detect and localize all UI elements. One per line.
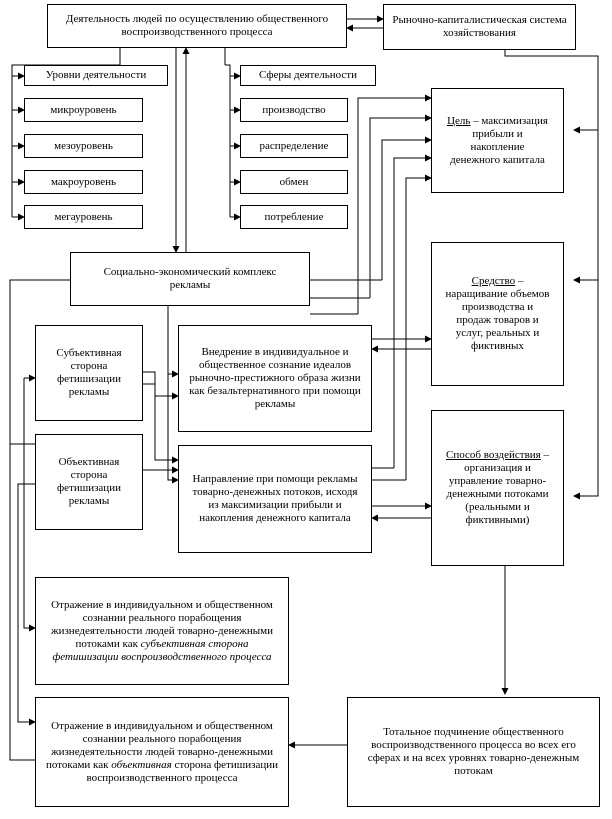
goal-box [431,88,564,193]
total-subordination-box: Тотальное подчинение общественного воспроизводственного процесса во всех его сферах и на всех уровнях товарно-денежным потокам [347,697,600,807]
means-box [431,242,564,386]
reflection-objective-tail: сторона фетишизации воспроизводственного процесса [86,758,278,784]
introduction-box: Внедрение в индивидуальное и общественное сознание идеалов рыночно-престижного образа жизни как безальтернативного при помощи рекламы [178,325,372,432]
goal-text: – максимизация прибыли и накопление денежного капитала [450,114,548,166]
reflection-objective-italic: объективная [111,758,172,771]
goal-term: Цель [447,114,471,127]
means-text: – наращивание объемов производства и продаж товаров и услуг, реальных и фиктивных [445,275,550,352]
method-text: – организация и управление товарно-денежными потоками (реальными и фиктивными) [446,449,549,526]
reflection-subjective-text: Отражение в индивидуальном и общественном сознании реального порабощения жизнедеятельности людей товарно-денежными потоками как [50,598,274,650]
levels-title: Уровни деятельности [24,65,168,86]
level-mega: мегауровень [24,205,143,229]
means-term: Средство [471,275,516,287]
level-meso: мезоуровень [24,134,143,158]
sphere-exchange: обмен [240,170,348,194]
method-box [431,410,564,566]
reflection-subjective-box [35,577,289,685]
method-term: Способ воздействия [446,449,541,461]
sphere-consumption: потребление [240,205,348,229]
sphere-distribution: распределение [240,134,348,158]
market-system-box: Рыночно-капиталистическая система хозяйствования [383,4,576,50]
level-macro: макроуровень [24,170,143,194]
reflection-subjective-italic: субъективная сторона фетишизации воспроизводственного процесса [52,637,272,663]
level-micro: микроуровень [24,98,143,122]
reflection-objective-box [35,697,289,807]
objective-fetishization-box: Объективная сторона фетишизации рекламы [35,434,143,530]
advertising-complex-box: Социально-экономический комплекс рекламы [70,252,310,306]
top-activity-box: Деятельность людей по осуществлению общественного воспроизводственного процесса [47,4,347,48]
spheres-title: Сферы деятельности [240,65,376,86]
reflection-objective-text: Отражение в индивидуальном и общественном сознании реального порабощения жизнедеятельности людей товарно-денежными потоками как [46,719,274,771]
sphere-production: производство [240,98,348,122]
subjective-fetishization-box: Субъективная сторона фетишизации рекламы [35,325,143,421]
direction-box: Направление при помощи рекламы товарно-денежных потоков, исходя из максимизации прибыли и накопления денежного капитала [178,445,372,553]
